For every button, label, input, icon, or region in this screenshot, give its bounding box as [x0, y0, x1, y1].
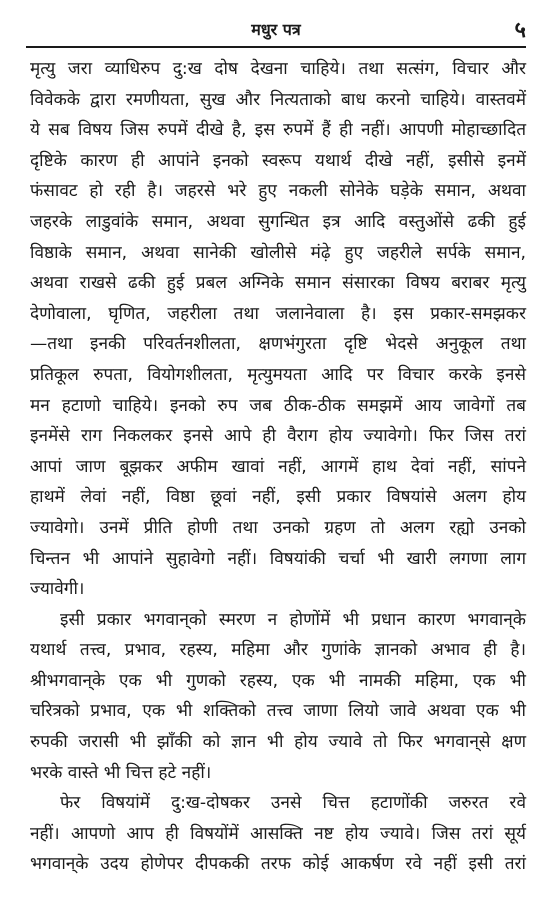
- text-line: ज्यावेगी।: [30, 579, 85, 600]
- text-line: भरके वास्ते भी चित्त हटे नहीं।: [30, 762, 212, 783]
- text-line: प्रतिकूल रुपता, वियोगशीलता, मृत्युमयता आदि पर विचार करके इनसे: [30, 364, 526, 385]
- page-header: [26, 14, 526, 46]
- running-title: मधुर पत्र: [251, 20, 301, 39]
- text-line: श्रीभगवान्‌के एक भी गुणको रहस्य, एक भी नामकी महिमा, एक भी: [30, 670, 526, 691]
- text-line: अथवा राखसे ढकी हुई प्रबल अग्निके समान संसारका विषय बराबर मृत्यु: [30, 273, 526, 294]
- text-line: जहरके लाडुवांके समान, अथवा सुगन्धित इत्र आदि वस्तुओंसे ढकी हुई: [30, 211, 526, 232]
- text-line: इसी प्रकार भगवान्‌को स्मरण न होणोंमें भी प्रधान कारण भगवान्‌के: [60, 609, 526, 630]
- text-line: फंसावट हो रही है। जहरसे भरे हुए नकली सोनेके घड़ेके समान, अथवा: [30, 181, 526, 202]
- text-line: चरित्रको प्रभाव, एक भी शक्तिको तत्त्व जाणा लियो जावे अथवा एक भी: [30, 701, 526, 722]
- text-line: ये सब विषय जिस रुपमें दीखे है, इस रुपमें हैं ही नहीं। आपणी मोहाच्छादित: [30, 120, 526, 141]
- page-number: ५: [514, 18, 526, 43]
- text-line: नहीं। आपणो आप ही विषयोंमें आसक्ति नष्ट होय ज्यावे। जिस तरां सूर्य: [30, 823, 526, 844]
- text-line: चिन्तन भी आपांने सुहावेगो नहीं। विषयांकी चर्चा भी खारी लगणा लाग: [30, 548, 526, 569]
- text-line: मृत्यु जरा व्याधिरुप दु:ख दोष देखना चाहिये। तथा सत्संग, विचार और: [30, 59, 526, 79]
- text-line: विवेकके द्वारा रमणीयता, सुख और नित्यताको बाध करनो चाहिये। वास्तवमें: [30, 89, 526, 110]
- text-line: देणोवाला, घृणित, जहरीला तथा जलानेवाला है। इस प्रकार-समझकर: [30, 303, 526, 324]
- text-line: विष्ठाके समान, अथवा सानेकी खोलीसे मंढ़े हुए जहरीले सर्पके समान,: [30, 242, 526, 263]
- header-divider: [26, 46, 526, 48]
- text-line: भगवान्‌के उदय होणेपर दीपककी तरफ कोई आकर्षण रवे नहीं इसी तरां: [30, 854, 526, 875]
- text-line: —तथा इनकी परिवर्तनशीलता, क्षणभंगुरता दृष्टि भेदसे अनुकूल तथा: [30, 334, 526, 355]
- text-line: ज्यावेगो। उनमें प्रीति होणी तथा उनको ग्रहण तो अलग रह्यो उनको: [30, 517, 526, 538]
- text-line: मन हटाणो चाहिये। इनको रुप जब ठीक-ठीक समझमें आय जावेगों तब: [30, 395, 526, 416]
- text-line: इनमेंसे राग निकलकर इनसे आपे ही वैराग होय ज्यावेगो। फिर जिस तरां: [30, 426, 526, 447]
- text-line: रुपकी जरासी भी झाँकी को ज्ञान भी होय ज्यावे तो फिर भगवान्‌से क्षण: [30, 732, 526, 753]
- body-text: [30, 54, 526, 880]
- text-line: हाथमें लेवां नहीं, विष्ठा छूवां नहीं, इसी प्रकार विषयांसे अलग होय: [30, 487, 526, 508]
- text-line: दृष्टिके कारण ही आपांने इनको स्वरूप यथार्थ दीखे नहीं, इसीसे इनमें: [30, 150, 526, 171]
- text-line: आपां जाण बूझकर अफीम खावां नहीं, आगमें हाथ देवां नहीं, सांपने: [30, 456, 526, 477]
- text-line: फेर विषयांमें दु:ख-दोषकर उनसे चित्त हटाणोंकी जरुरत रवे: [60, 793, 526, 814]
- text-line: यथार्थ तत्त्व, प्रभाव, रहस्य, महिमा और गुणांके ज्ञानको अभाव ही है।: [30, 640, 526, 661]
